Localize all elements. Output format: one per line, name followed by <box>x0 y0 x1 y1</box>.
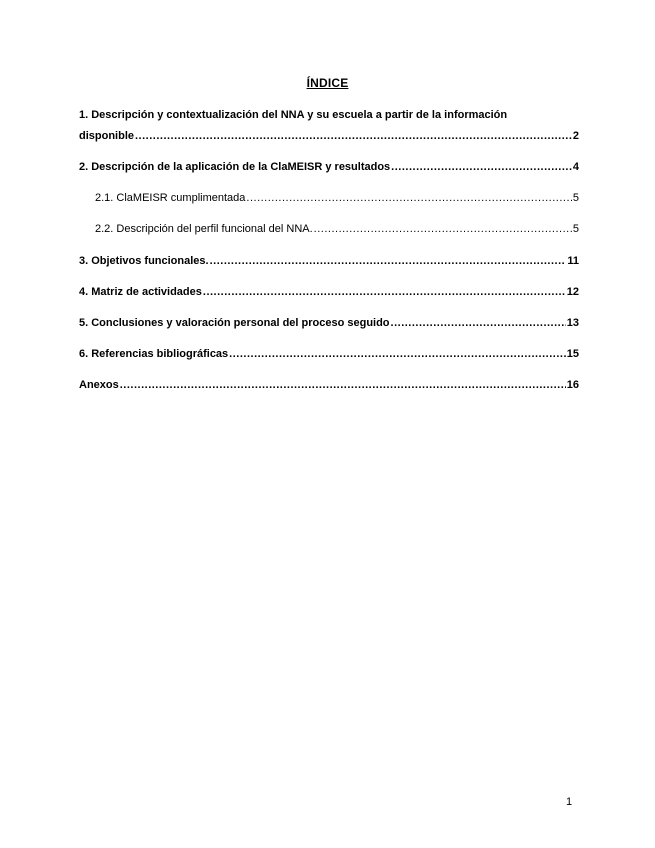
toc-entry-2-2-label: 2.2. Descripción del perfil funcional del NNA. <box>95 223 313 235</box>
toc-leader-dots <box>210 254 567 268</box>
toc-entry-1-line1: 1. Descripción y contextualización del NNA y su escuela a partir de la información <box>79 109 508 121</box>
toc-entry-2-1-label: 2.1. ClaMEISR cumplimentada <box>95 192 246 204</box>
toc-entry-3-page: 11 <box>567 255 579 267</box>
toc-entry-6-page: 15 <box>566 348 579 360</box>
toc-leader-dots <box>120 378 566 392</box>
toc-entry-2-1[interactable] <box>79 191 579 205</box>
toc-entry-2-1-page: 5 <box>572 192 579 204</box>
toc-entry-3-label: 3. Objetivos funcionales. <box>79 255 209 267</box>
page-number: 1 <box>566 796 573 808</box>
toc-entry-anexos-label: Anexos <box>79 379 119 391</box>
toc-entry-3[interactable] <box>79 254 579 268</box>
toc-entry-1-label: disponible <box>79 130 134 142</box>
toc-leader-dots <box>391 160 572 174</box>
toc-entry-anexos[interactable] <box>79 378 579 392</box>
toc-entry-5[interactable] <box>79 316 579 330</box>
toc-entry-anexos-page: 16 <box>566 379 579 391</box>
toc-entry-2-2[interactable] <box>79 222 579 236</box>
toc-entry-4-page: 12 <box>566 286 579 298</box>
toc-leader-dots <box>246 191 571 205</box>
toc-entry-5-page: 13 <box>566 317 579 329</box>
toc-entry-4[interactable] <box>79 285 579 299</box>
toc-entry-6-label: 6. Referencias bibliográficas <box>79 348 229 360</box>
toc-entry-2-2-page: 5 <box>572 223 579 235</box>
toc-leader-dots <box>229 347 566 361</box>
toc-entry-2[interactable] <box>79 160 579 174</box>
toc-leader-dots <box>203 285 566 299</box>
page-title: ÍNDICE <box>306 76 349 90</box>
toc-entry-6[interactable] <box>79 347 579 361</box>
toc-entry-4-label: 4. Matriz de actividades <box>79 286 202 298</box>
toc-entry-1-page: 2 <box>572 130 579 142</box>
toc-leader-dots <box>135 129 572 143</box>
toc-entry-1[interactable] <box>79 108 579 143</box>
toc-entry-5-label: 5. Conclusiones y valoración personal del proceso seguido <box>79 317 390 329</box>
toc-entry-2-page: 4 <box>572 161 579 173</box>
toc-leader-dots <box>391 316 566 330</box>
toc-leader-dots <box>314 222 572 236</box>
toc-entry-2-label: 2. Descripción de la aplicación de la ClaMEISR y resultados <box>79 161 391 173</box>
